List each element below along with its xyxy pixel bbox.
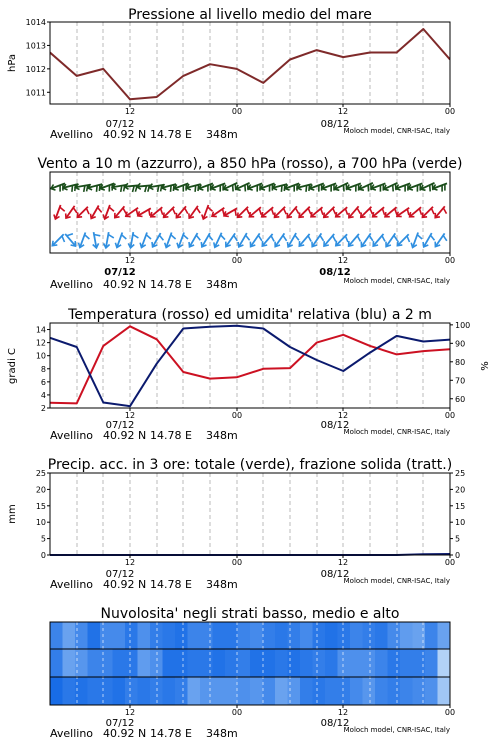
x-date-label: 08/12 [320,119,350,130]
y-tick-label: 0 [40,551,46,560]
wind-barb [138,208,151,216]
location-elevation: 348m [206,429,238,442]
precip-frame [50,473,450,555]
cloud-cell [313,649,326,677]
wind-barb [77,207,89,218]
cloud-cell [175,649,188,677]
x-date-label: 07/12 [105,569,135,580]
wind-barb [397,234,409,245]
location-elevation: 348m [206,128,238,141]
model-source: Moloch model, CNR-ISAC, Italy [343,726,450,734]
cloud-cell [388,677,401,705]
wind-barb [224,183,238,192]
cloud-cell [175,677,188,705]
pressure-panel [7,7,455,141]
wind-panel [37,156,462,291]
y-tick-label-right: 5 [455,534,461,544]
cloud-cell [50,622,63,649]
cloud-cell [300,622,313,649]
x-tick-label: 12 [337,107,349,116]
model-source: Moloch model, CNR-ISAC, Italy [343,428,450,436]
wind-barb [347,183,361,191]
cloud-cell [400,677,413,705]
location-elevation: 348m [206,578,238,591]
wind-barb [65,234,75,246]
cloud-cell [238,622,251,649]
wind-barb [275,207,287,218]
x-tick-label: 00 [444,558,456,567]
x-tick-label: 00 [444,256,456,265]
x-tick-label: 12 [124,411,136,420]
wind-barb [410,207,422,217]
cloud-cell [425,649,438,677]
x-date-label: 07/12 [105,718,135,729]
y-tick-label: 5 [40,534,46,544]
cloud-cell [263,622,276,649]
wind-barb [287,206,298,217]
cloud-cell [438,649,451,677]
wind-barb [224,208,237,216]
wind-barb [238,207,250,218]
location-name: Avellino [50,429,94,442]
temperature-panel [7,307,491,442]
wind-barb [189,206,200,218]
precip-ylabel: mm [7,504,18,524]
y-tick-label: 10 [35,351,46,361]
location-name: Avellino [50,727,94,740]
cloud-cell [425,677,438,705]
x-date-label: 07/12 [104,267,136,278]
y-tick-label: 12 [35,338,46,348]
cloud-cell [400,622,413,649]
cloud-cell [88,622,101,649]
cloud-cell [363,677,376,705]
location-elevation: 348m [206,727,238,740]
x-date-label: 08/12 [319,267,351,278]
y-tick-label-right: 80 [455,357,466,367]
wind-barb [435,233,447,246]
x-tick-label: 00 [231,411,243,420]
cloud-cell [138,677,151,705]
y-tick-label: 6 [40,377,46,387]
location-lat: 40.92 N [103,128,147,141]
y-tick-label: 8 [40,364,46,374]
cloud-cell [438,677,451,705]
wind-barb [249,207,261,217]
model-source: Moloch model, CNR-ISAC, Italy [343,127,450,135]
cloud-cell [350,649,363,677]
cloud-cell [338,649,351,677]
cloud-panel [50,606,455,740]
wind-barb [422,207,434,218]
cloud-cell [113,677,126,705]
cloud-cell [175,622,188,649]
pressure-line [50,29,450,99]
y-tick-label: 1014 [25,18,46,27]
wind-barb [385,207,397,217]
cloud-cell [163,649,176,677]
cloud-cell [113,649,126,677]
x-tick-label: 12 [124,107,136,116]
wind-barb [324,207,336,218]
x-tick-label: 12 [337,708,349,717]
wind-barb [275,233,287,246]
x-date-label: 08/12 [320,718,350,729]
wind-barb [349,234,361,246]
wind-barb [373,234,385,246]
y-tick-label: 14 [35,325,46,335]
wind-barb [236,183,250,192]
cloud-cell [388,622,401,649]
wind-barb [435,206,446,217]
cloud-cell [200,649,213,677]
cloud-cell [225,677,238,705]
cloud-cell [213,677,226,705]
location-lat: 40.92 N [103,429,147,442]
cloud-cell [438,622,451,649]
cloud-cell [88,677,101,705]
cloud-cell [238,649,251,677]
x-date-label: 07/12 [105,119,135,130]
cloud-cell [63,649,76,677]
x-tick-label: 00 [231,107,243,116]
x-tick-label: 00 [444,107,456,116]
cloud-cell [188,622,201,649]
cloud-cell [313,622,326,649]
cloud-cell [288,649,301,677]
y-tick-label-right: 70 [455,376,466,386]
y-tick-label-right: 20 [455,485,466,495]
location-lon: 14.78 E [150,429,192,442]
cloud-cell [163,677,176,705]
wind-barb [152,233,163,247]
cloud-cell [425,622,438,649]
y-tick-label: 2 [40,404,46,413]
y-tick-label-right: 15 [455,501,466,511]
wind-barb [66,206,77,218]
precip-title: Precip. acc. in 3 ore: totale (verde), frazione solida (tratt.) [47,457,453,473]
cloud-cell [100,649,113,677]
cloud-cell [325,622,338,649]
wind-barb [211,183,225,191]
cloud-cell [250,677,263,705]
temperature-ylabel: gradi C [7,348,18,384]
wind-barb [262,234,274,246]
precip-panel [7,457,465,591]
x-date-label: 07/12 [105,420,135,431]
wind-barb [54,205,65,219]
location-name: Avellino [50,128,94,141]
wind-barb [336,234,348,245]
cloud-cell [200,677,213,705]
wind-title: Vento a 10 m (azzurro), a 850 hPa (rosso), a 700 hPa (verde) [37,156,463,172]
cloud-cell [200,622,213,649]
location-lon: 14.78 E [150,128,192,141]
y-tick-label: 15 [35,501,46,511]
x-tick-label: 00 [231,708,243,717]
location-lat: 40.92 N [103,578,147,591]
wind-barb [349,206,360,217]
y-tick-label-right: 60 [455,394,466,404]
wind-barb [386,233,398,246]
wind-barb [165,233,176,248]
wind-barb [238,233,249,247]
location-lat: 40.92 N [103,278,147,291]
x-date-label: 08/12 [320,420,350,431]
y-tick-label-right: 10 [455,518,466,528]
cloud-cell [225,622,238,649]
wind-barb [361,207,373,218]
cloud-cell [50,677,63,705]
cloud-cell [150,677,163,705]
y-tick-label: 10 [35,518,46,528]
wind-barb [433,183,447,191]
cloud-cell [150,622,163,649]
wind-barb [140,233,151,248]
temperature-title: Temperatura (rosso) ed umidita' relativa (blu) a 2 m [68,307,432,323]
model-source: Moloch model, CNR-ISAC, Italy [343,577,450,585]
x-tick-label: 12 [124,558,136,567]
cloud-cell [263,677,276,705]
humidity-line [50,326,450,406]
pressure-title: Pressione al livello medio del mare [128,7,372,23]
cloud-cell [63,677,76,705]
wind-barb [164,207,176,218]
wind-barb [214,233,225,248]
cloud-cell [313,677,326,705]
wind-barb [396,183,410,191]
temperature-line [50,326,450,403]
y-tick-label: 4 [40,390,46,400]
wind-barb [201,233,212,247]
y-tick-label-right: 90 [455,339,466,349]
cloud-cell [350,677,363,705]
y-tick-label: 1012 [25,64,46,74]
cloud-cell [375,622,388,649]
cloud-cell [238,677,251,705]
x-tick-label: 12 [124,708,136,717]
cloud-cell [363,622,376,649]
wind-barb [299,207,311,218]
cloud-cell [125,677,138,705]
y-tick-label: 20 [35,485,46,495]
cloud-cell [338,622,351,649]
wind-barb [103,205,114,219]
pressure-frame [50,22,450,104]
cloud-cell [150,649,163,677]
wind-barb [397,208,409,217]
cloud-cell [338,677,351,705]
wind-barb [115,206,126,217]
cloud-cell [188,649,201,677]
cloud-cell [125,649,138,677]
wind-barb [115,233,126,248]
location-elevation: 348m [206,278,238,291]
cloud-cell [288,677,301,705]
x-tick-label: 00 [444,708,456,717]
wind-barb [128,232,138,248]
cloud-cell [300,649,313,677]
cloud-cell [63,622,76,649]
wind-barb [361,233,373,246]
y-tick-label: 1013 [25,41,46,51]
wind-barb [91,206,102,219]
x-tick-label: 12 [337,411,349,420]
cloud-cell [275,649,288,677]
cloud-cell [288,622,301,649]
wind-barb [324,234,336,246]
y-tick-label-right: 25 [455,469,466,478]
cloud-cell [213,649,226,677]
x-tick-label: 00 [444,411,456,420]
wind-barb [199,183,213,191]
y-tick-label-right: 0 [455,551,461,560]
wind-barb [336,207,348,217]
cloud-cell [188,677,201,705]
cloud-cell [325,677,338,705]
cloud-cell [125,622,138,649]
wind-barb [288,233,299,247]
y-tick-label-right: 100 [455,320,471,330]
wind-barb [250,233,262,246]
humidity-ylabel: % [480,361,491,371]
cloud-cell [325,649,338,677]
pressure-ylabel: hPa [7,53,18,73]
wind-barb [359,183,373,192]
cloud-cell [138,622,151,649]
wind-barb [371,183,385,191]
wind-barb [312,233,324,246]
wind-barb [202,205,213,219]
wind-barb [373,207,385,217]
cloud-cell [400,649,413,677]
wind-barb [411,233,422,248]
wind-barb [176,206,187,217]
cloud-cell [275,677,288,705]
wind-barb [322,183,336,191]
location-lon: 14.78 E [150,578,192,591]
wind-barb [408,183,422,191]
location-name: Avellino [50,278,94,291]
wind-barb [79,233,90,248]
x-tick-label: 12 [337,558,349,567]
cloud-cell [138,649,151,677]
cloud-cell [113,622,126,649]
location-lon: 14.78 E [150,727,192,740]
cloud-cell [375,677,388,705]
wind-barb [52,234,64,245]
wind-barb [104,232,114,248]
location-name: Avellino [50,578,94,591]
cloud-cell [375,649,388,677]
cloud-cell [50,649,63,677]
wind-barb [248,183,262,191]
location-lon: 14.78 E [150,278,192,291]
cloud-cell [275,622,288,649]
cloud-title: Nuvolosita' negli strati basso, medio e alto [100,606,400,622]
x-date-label: 08/12 [320,569,350,580]
x-tick-label: 12 [337,256,349,265]
temperature-frame [50,323,450,408]
wind-barb [93,232,101,248]
wind-barb [189,233,200,247]
cloud-cell [100,677,113,705]
cloud-cell [363,649,376,677]
cloud-cell [250,649,263,677]
y-tick-label: 1011 [25,88,46,98]
cloud-cell [388,649,401,677]
x-tick-label: 12 [124,256,136,265]
x-tick-label: 00 [231,256,243,265]
wind-barb [226,233,238,246]
location-lat: 40.92 N [103,727,147,740]
wind-barb [299,234,311,246]
wind-barb [177,233,188,248]
cloud-cell [263,649,276,677]
y-tick-label: 25 [35,469,46,478]
wind-barb [212,208,224,217]
cloud-cell [225,649,238,677]
cloud-cell [350,622,363,649]
model-source: Moloch model, CNR-ISAC, Italy [343,277,450,285]
cloud-cell [100,622,113,649]
x-tick-label: 00 [231,558,243,567]
wind-barb [384,183,398,192]
cloud-cell [163,622,176,649]
cloud-cell [213,622,226,649]
wind-barb [335,183,349,192]
wind-barb [126,208,138,217]
cloud-cell [300,677,313,705]
cloud-cell [250,622,263,649]
cloud-cell [88,649,101,677]
wind-barb [423,233,434,247]
